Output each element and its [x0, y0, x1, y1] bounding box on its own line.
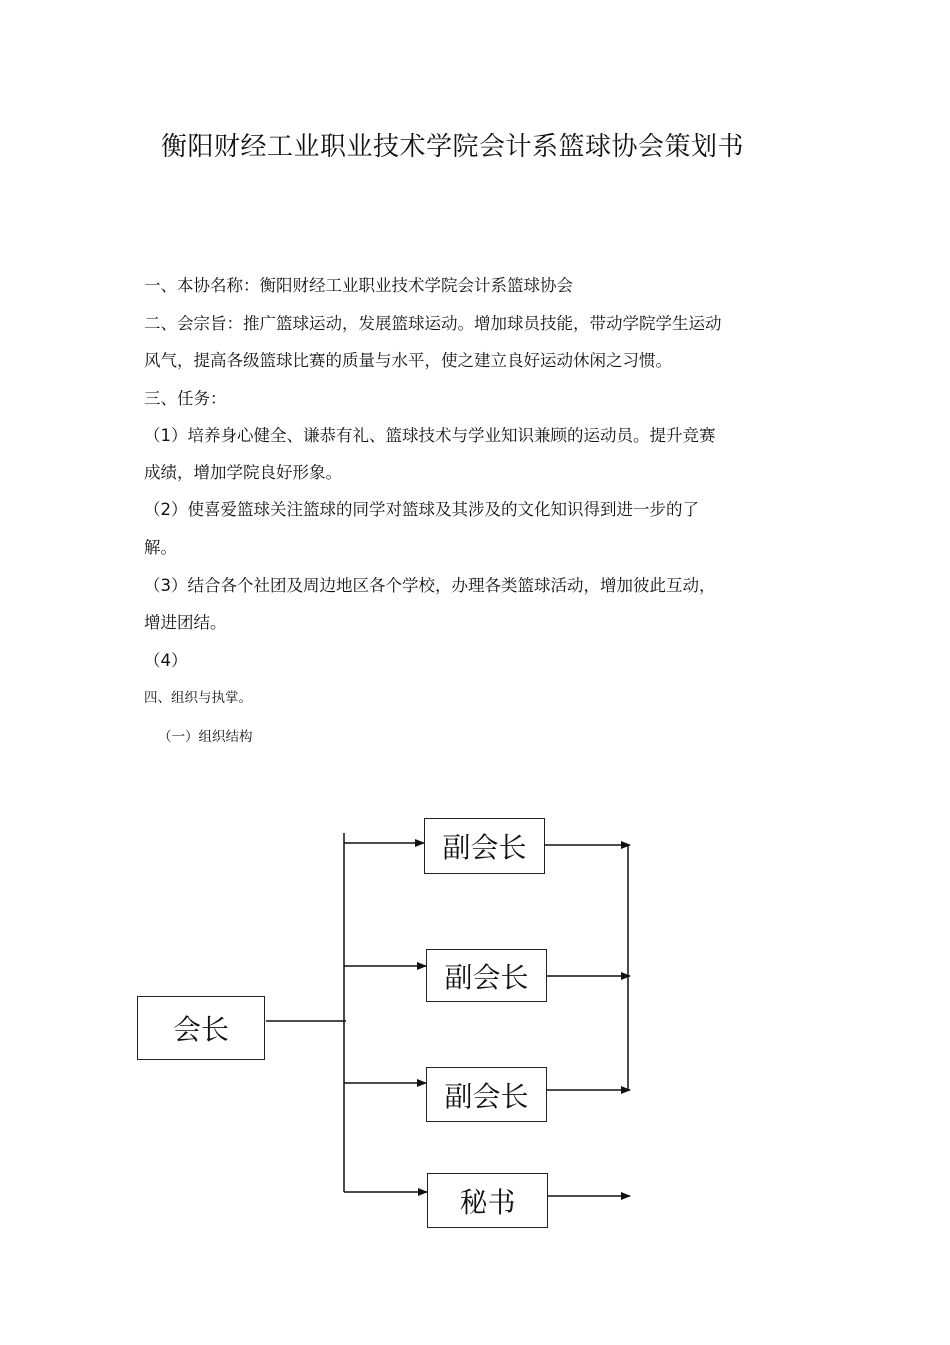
- org-box-secretary: 秘书: [427, 1173, 548, 1228]
- text-line-task-2: （2）使喜爱篮球关注篮球的同学对篮球及其涉及的文化知识得到进一步的了: [144, 500, 699, 519]
- text-line-task-1: （1）培养身心健全、谦恭有礼、篮球技术与学业知识兼顾的运动员。提升竞赛: [144, 426, 716, 445]
- text-line-purpose-cont: 风气，提高各级篮球比赛的质量与水平，使之建立良好运动休闲之习惯。: [144, 351, 672, 370]
- org-box-vice-president-2: 副会长: [426, 949, 547, 1002]
- org-box-president: 会长: [137, 996, 265, 1060]
- org-box-vice-president-1: 副会长: [424, 818, 545, 874]
- text-line-name: 一、本协名称：衡阳财经工业职业技术学院会计系篮球协会: [144, 276, 573, 295]
- subsection-heading-structure: （一）组织结构: [158, 729, 253, 745]
- section-heading-organization: 四、组织与执掌。: [144, 690, 252, 706]
- text-line-task-2-cont: 解。: [144, 538, 177, 557]
- text-line-task-3: （3）结合各个社团及周边地区各个学校，办理各类篮球活动，增加彼此互动，: [144, 576, 716, 595]
- text-line-task-3-cont: 增进团结。: [144, 613, 227, 632]
- text-line-purpose: 二、会宗旨：推广篮球运动，发展篮球运动。增加球员技能，带动学院学生运动: [144, 314, 722, 333]
- text-line-task-1-cont: 成绩，增加学院良好形象。: [144, 463, 342, 482]
- org-box-vice-president-3: 副会长: [426, 1067, 547, 1122]
- text-line-task-4: （4）: [144, 651, 188, 670]
- text-line-tasks-heading: 三、任务：: [144, 389, 227, 408]
- document-title: 衡阳财经工业职业技术学院会计系篮球协会策划书: [160, 132, 744, 162]
